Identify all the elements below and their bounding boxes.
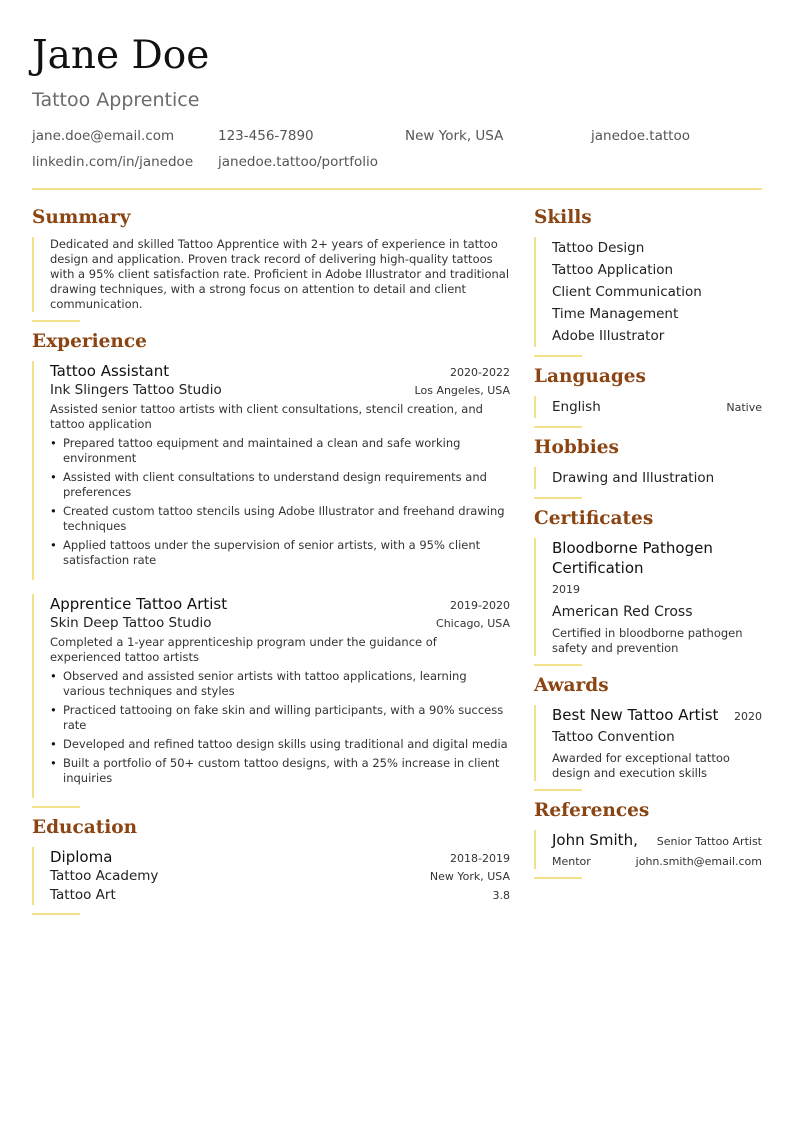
bullet-icon: •: [50, 737, 57, 751]
skills-section: [534, 206, 762, 357]
bullet-icon: •: [50, 669, 57, 683]
experience-section: [32, 330, 510, 808]
certificates-section: [534, 507, 762, 666]
bullet-text: Created custom tattoo stencils using Adobe Illustrator and freehand drawing techniques: [63, 504, 505, 533]
job-title: Apprentice Tattoo Artist: [50, 595, 228, 613]
reference-email[interactable]: john.smith@email.com: [635, 855, 762, 868]
awards-heading: Awards: [534, 675, 609, 696]
education-section: [32, 816, 510, 915]
job-title: Tattoo Assistant: [50, 362, 170, 380]
header-divider: [32, 188, 762, 190]
job-description: Completed a 1-year apprenticeship program under the guidance of experienced tattoo artists: [50, 635, 437, 664]
job-description: Assisted senior tattoo artists with client consultations, stencil creation, and tattoo application: [50, 402, 483, 431]
bullet-item: [50, 504, 510, 534]
certificates-heading: Certificates: [534, 508, 654, 529]
education-school: Tattoo Academy: [50, 868, 159, 884]
language-level: Native: [726, 401, 762, 414]
contact-phone[interactable]: 123-456-7890: [218, 128, 314, 144]
section-end-rule: [534, 497, 582, 499]
languages-heading: Languages: [534, 366, 646, 387]
bullet-text: Prepared tattoo equipment and maintained a clean and safe working environment: [63, 436, 461, 465]
award-year: 2020: [734, 710, 762, 723]
job-dates: 2019-2020: [450, 599, 510, 612]
bullet-item: [50, 737, 510, 752]
education-gpa: 3.8: [492, 889, 510, 902]
languages-body: [534, 396, 762, 418]
contact-portfolio[interactable]: janedoe.tattoo/portfolio: [218, 154, 378, 170]
reference-position: Senior Tattoo Artist: [656, 835, 762, 848]
bullet-text: Practiced tattooing on fake skin and willing participants, with a 90% success rate: [63, 703, 504, 732]
summary-body: [32, 237, 510, 312]
section-end-rule: [534, 789, 582, 791]
skill-item: Client Communication: [552, 284, 702, 300]
awards-body: [534, 705, 762, 781]
skill-item: Adobe Illustrator: [552, 328, 665, 344]
contact-website[interactable]: janedoe.tattoo: [591, 128, 690, 144]
section-end-rule: [534, 426, 582, 428]
hobbies-section: [534, 436, 762, 499]
certificate-description: Certified in bloodborne pathogen safety and prevention: [552, 626, 743, 655]
experience-item: [32, 361, 510, 580]
award-name: Best New Tattoo Artist: [552, 706, 719, 724]
bullet-item: [50, 436, 510, 466]
bullet-icon: •: [50, 436, 57, 450]
section-end-rule: [534, 664, 582, 666]
bullet-text: Assisted with client consultations to understand design requirements and preferences: [63, 470, 487, 499]
bullet-icon: •: [50, 538, 57, 552]
section-end-rule: [534, 355, 582, 357]
award-issuer: Tattoo Convention: [552, 729, 675, 745]
bullet-icon: •: [50, 756, 57, 770]
bullet-text: Observed and assisted senior artists with tattoo applications, learning various techniques and styles: [63, 669, 467, 698]
education-heading: Education: [32, 817, 138, 838]
bullet-text: Applied tattoos under the supervision of senior artists, with a 95% client satisfaction rate: [63, 538, 481, 567]
experience-item: [32, 594, 510, 798]
candidate-title: Tattoo Apprentice: [32, 89, 200, 111]
award-description: Awarded for exceptional tattoo design and execution skills: [552, 751, 730, 780]
bullet-item: [50, 703, 510, 733]
bullet-item: [50, 538, 510, 568]
job-company: Ink Slingers Tattoo Studio: [50, 382, 222, 398]
bullet-icon: •: [50, 504, 57, 518]
education-field: Tattoo Art: [50, 887, 116, 903]
references-section: [534, 799, 762, 879]
experience-heading: Experience: [32, 331, 147, 352]
bullet-text: Developed and refined tattoo design skills using traditional and digital media: [63, 737, 508, 751]
reference-relation: Mentor: [552, 855, 591, 868]
bullet-item: [50, 669, 510, 699]
language-name: English: [552, 399, 601, 415]
job-location: Chicago, USA: [436, 617, 510, 630]
hobby-item: Drawing and Illustration: [552, 470, 715, 486]
certificate-issuer: American Red Cross: [552, 604, 693, 620]
section-end-rule: [32, 320, 80, 322]
bullet-icon: •: [50, 703, 57, 717]
skill-item: Tattoo Design: [552, 240, 645, 256]
awards-section: [534, 674, 762, 791]
education-degree: Diploma: [50, 848, 113, 866]
bullet-item: [50, 756, 510, 786]
references-body: [534, 830, 762, 869]
languages-section: [534, 365, 762, 428]
job-bullets: [50, 669, 510, 786]
skills-body: [534, 237, 762, 347]
summary-text: Dedicated and skilled Tattoo Apprentice with 2+ years of experience in tattoo design and application. Proven track record of delivering high-quality tattoos with a 95% client satisfaction rate. Proficient in Adobe Illustrator and traditional drawing techniques, with a strong focus on attention to detail and client communication.: [50, 237, 510, 311]
contact-linkedin[interactable]: linkedin.com/in/janedoe: [32, 154, 194, 170]
reference-name: John Smith,: [552, 831, 638, 849]
left-column: [32, 206, 510, 923]
hobbies-heading: Hobbies: [534, 437, 619, 458]
job-bullets: [50, 436, 510, 568]
certificates-body: [534, 538, 762, 656]
summary-section: [32, 206, 510, 322]
candidate-name: Jane Doe: [32, 33, 210, 78]
contact-email[interactable]: jane.doe@email.com: [32, 128, 175, 144]
section-end-rule: [32, 806, 80, 808]
references-heading: References: [534, 800, 650, 821]
right-column: [534, 206, 762, 887]
bullet-item: [50, 470, 510, 500]
job-company: Skin Deep Tattoo Studio: [50, 615, 212, 631]
bullet-text: Built a portfolio of 50+ custom tattoo designs, with a 25% increase in client inquiries: [63, 756, 500, 785]
certificate-year: 2019: [552, 583, 580, 596]
summary-heading: Summary: [32, 207, 131, 228]
skill-item: Tattoo Application: [552, 262, 674, 278]
job-dates: 2020-2022: [450, 366, 510, 379]
skill-item: Time Management: [552, 306, 679, 322]
education-location: New York, USA: [429, 870, 510, 883]
skills-heading: Skills: [534, 207, 592, 228]
education-dates: 2018-2019: [450, 852, 510, 865]
job-location: Los Angeles, USA: [414, 384, 510, 397]
section-end-rule: [32, 913, 80, 915]
certificate-name: Bloodborne Pathogen Certification: [552, 539, 713, 577]
section-end-rule: [534, 877, 582, 879]
hobbies-body: [534, 467, 762, 489]
contact-location: New York, USA: [405, 128, 504, 144]
bullet-icon: •: [50, 470, 57, 484]
education-body: [32, 847, 510, 905]
